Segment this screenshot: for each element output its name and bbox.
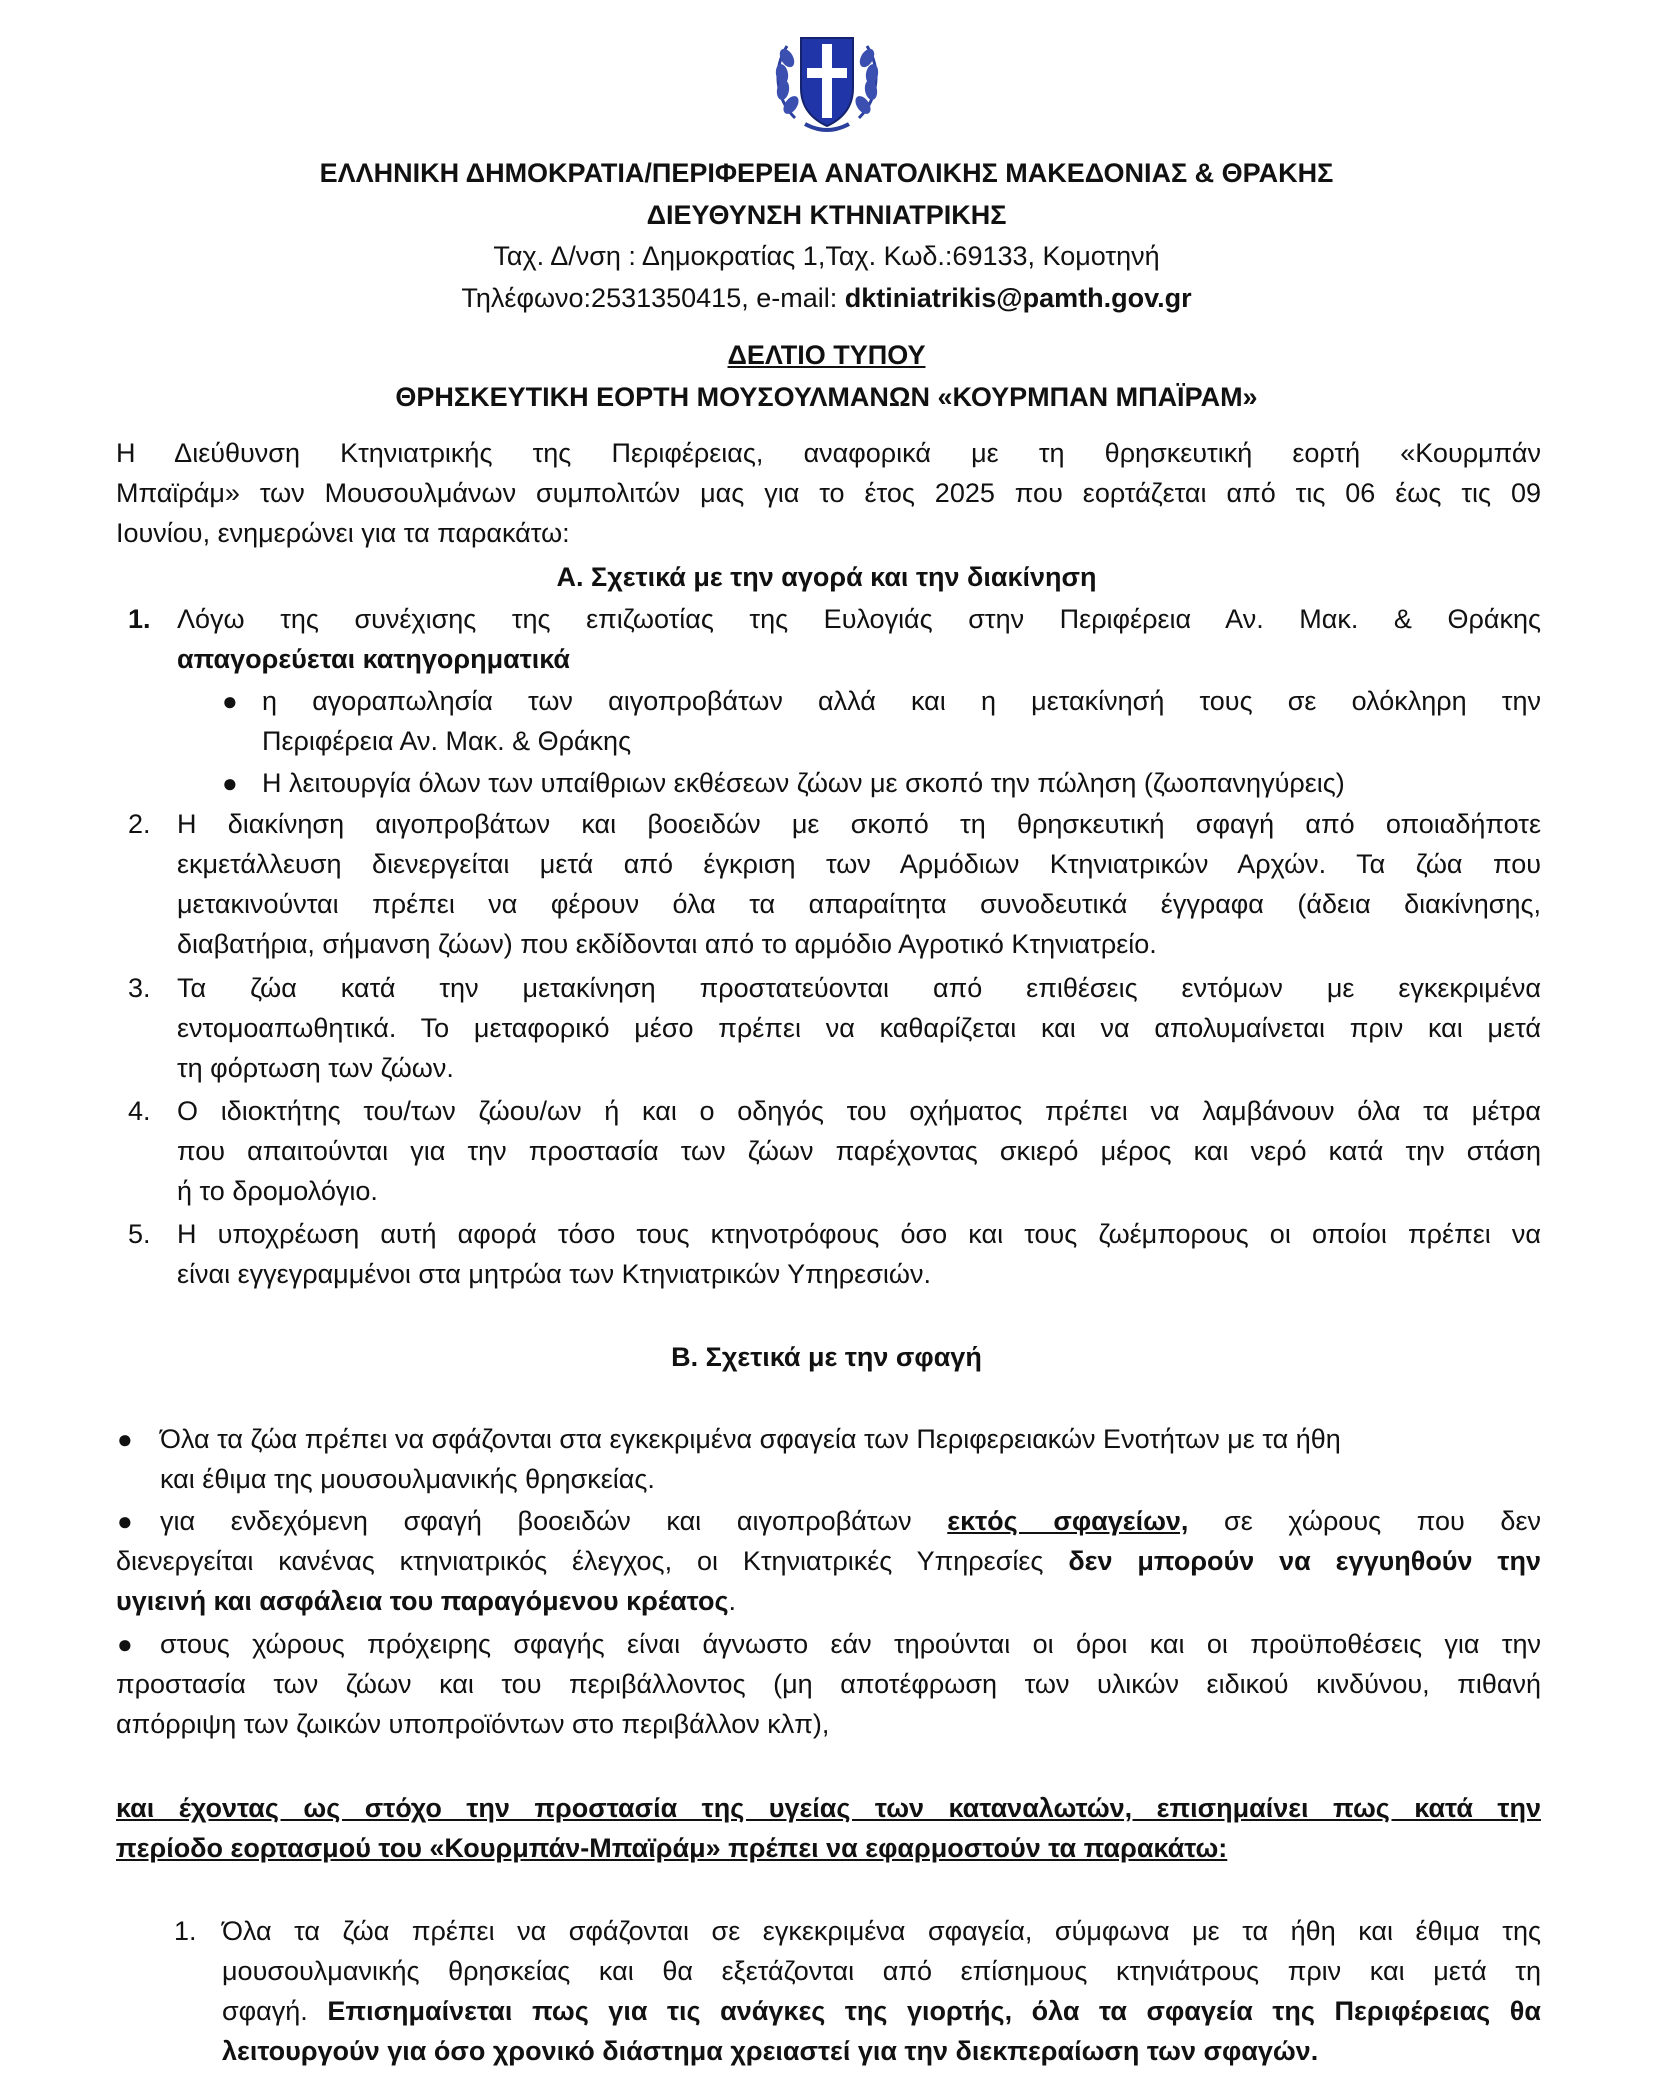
section-b-bullet [160, 1419, 1541, 1499]
text-run: . [728, 1586, 737, 1616]
list-item [177, 1091, 1541, 1211]
list-number: 1. [128, 604, 151, 634]
list-item-line: τη φόρτωση των ζώων. [177, 1053, 454, 1083]
intro-line: Ιουνίου, ενημερώνει για τα παρακάτω: [116, 518, 570, 548]
list-item-line [116, 1541, 1541, 1581]
intro-line: Μπαϊράμ» των Μουσουλμάνων συμπολιτών μας για το έτος 2025 που εορτάζεται από τις 06 έως τις 09 [116, 478, 1541, 508]
section-b-heading: Β. Σχετικά με την σφαγή [671, 1342, 982, 1372]
bullet-icon: ● [222, 768, 238, 798]
conclusion-line: περίοδο εορτασμού του «Κουρμπάν-Μπαϊράμ» πρέπει να εφαρμοστούν τα παρακάτω: [116, 1833, 1228, 1863]
bullet-icon: ● [117, 1424, 133, 1454]
bullet-icon: ● [117, 1629, 133, 1659]
header-email-link[interactable]: dktiniatrikis@pamth.gov.gr [844, 283, 1192, 313]
header-line2: ΔΙΕΥΘΥΝΣΗ ΚΤΗΝΙΑΤΡΙΚΗΣ [646, 200, 1007, 230]
list-item-line: Τα ζώα κατά την μετακίνηση προστατεύονται από επιθέσεις εντόμων με εγκεκριμένα [177, 973, 1541, 1003]
text-run: για ενδεχόμενη σφαγή βοοειδών και αιγοπροβάτων [160, 1506, 948, 1536]
list-item-line: η αγοραπωλησία των αιγοπροβάτων αλλά και η μετακίνησή τους σε ολόκληρη την [262, 686, 1541, 716]
list-item-line: Όλα τα ζώα πρέπει να σφάζονται στα εγκεκριμένα σφαγεία των Περιφερειακών Ενοτήτων με τα ήθη [160, 1424, 1341, 1454]
greek-emblem-icon [765, 18, 889, 142]
list-item-line [116, 1581, 1541, 1621]
list-item-line: στους χώρους πρόχειρης σφαγής είναι άγνωστο εάν τηρούνται οι όροι και οι προϋποθέσεις για την [160, 1629, 1541, 1659]
text-run: σφαγή. [222, 1996, 328, 2026]
text-run-emphasis: εκτός σφαγείων, [947, 1506, 1189, 1536]
text-run-emphasis: δεν μπορούν να εγγυηθούν την [1068, 1546, 1541, 1576]
list-item-line: Όλα τα ζώα πρέπει να σφάζονται σε εγκεκριμένα σφαγεία, σύμφωνα με τα ήθη και έθιμα της [222, 1916, 1541, 1946]
list-item-line: προστασία των ζώων και του περιβάλλοντος (μη αποτέφρωση των υλικών ειδικού κινδύνου, πιθανή [116, 1669, 1541, 1699]
text-run: σε χώρους που δεν [1188, 1506, 1542, 1536]
list-item-line: μετακινούνται πρέπει να φέρουν όλα τα απαραίτητα συνοδευτικά έγγραφα (άδεια διακίνησης, [177, 889, 1541, 919]
list-item [177, 599, 1541, 679]
list-item-line: μουσουλμανικής θρησκείας και θα εξετάζονται από επίσημους κτηνιάτρους πριν και μετά τη [222, 1956, 1541, 1986]
list-item-line: Ο ιδιοκτήτης του/των ζώου/ων ή και ο οδηγός του οχήματος πρέπει να λαμβάνουν όλα τα μέτρα [177, 1096, 1541, 1126]
list-item-line [116, 1501, 1541, 1541]
bullet-icon: ● [117, 1506, 133, 1536]
text-run-emphasis: υγιεινή και ασφάλεια του παραγόμενου κρέατος [116, 1586, 729, 1616]
list-item-line: απόρριψη των ζωικών υποπροϊόντων στο περιβάλλον κλπ), [116, 1709, 830, 1739]
intro-line: Η Διεύθυνση Κτηνιατρικής της Περιφέρειας, αναφορικά με τη θρησκευτική εορτή «Κουρμπάν [116, 438, 1541, 468]
section-b-bullet [116, 1624, 1541, 1744]
list-item-line: Περιφέρεια Αν. Μακ. & Θράκης [262, 726, 632, 756]
list-item-line: εκμετάλλευση διενεργείται μετά από έγκριση των Αρμόδιων Κτηνιατρικών Αρχών. Τα ζώα που [177, 849, 1541, 879]
bullet-icon: ● [222, 686, 238, 716]
text-run: διενεργείται κανένας κτηνιατρικός έλεγχος, οι Κτηνιατρικές Υπηρεσίες [116, 1546, 1069, 1576]
list-item-line: Η διακίνηση αιγοπροβάτων και βοοειδών με σκοπό τη θρησκευτική σφαγή από οποιαδήποτε [177, 809, 1541, 839]
section-b-bullet [116, 1501, 1541, 1621]
list-item [177, 804, 1541, 964]
list-number: 3. [128, 973, 151, 1003]
list-item-line: και έθιμα της μουσουλμανικής θρησκείας. [160, 1464, 655, 1494]
list-item-line: είναι εγγεγραμμένοι στα μητρώα των Κτηνιατρικών Υπηρεσιών. [177, 1259, 931, 1289]
text-run-emphasis: Επισημαίνεται πως για τις ανάγκες της γιορτής, όλα τα σφαγεία της Περιφέρειας θα [327, 1996, 1541, 2026]
conclusion-paragraph [116, 1788, 1541, 1868]
header-address: Ταχ. Δ/νση : Δημοκρατίας 1,Ταχ. Κωδ.:69133, Κομοτηνή [493, 241, 1160, 271]
list-number: 5. [128, 1219, 151, 1249]
sub-bullet-item: Η λειτουργία όλων των υπαίθριων εκθέσεων ζώων με σκοπό την πώληση (ζωοπανηγύρεις) [262, 768, 1345, 798]
list-item-line: απαγορεύεται κατηγορηματικά [177, 644, 571, 674]
header-phone: Τηλέφωνο:2531350415, e-mail: [461, 283, 845, 313]
list-number: 2. [128, 809, 151, 839]
list-item-line: εντομοαπωθητικά. Το μεταφορικό μέσο πρέπει να καθαρίζεται και να απολυμαίνεται πριν και μετά [177, 1013, 1541, 1043]
list-item-line: διαβατήρια, σήμανση ζώων) που εκδίδονται από το αρμόδιο Αγροτικό Κτηνιατρείο. [177, 929, 1157, 959]
intro-paragraph [116, 433, 1541, 553]
final-list-item [222, 1911, 1541, 2071]
conclusion-line: και έχοντας ως στόχο την προστασία της υγείας των καταναλωτών, επισημαίνει πως κατά την [116, 1793, 1541, 1823]
list-item-line: που απαιτούνται για την προστασία των ζώων παρέχοντας σκιερό μέρος και νερό κατά την στάση [177, 1136, 1541, 1166]
list-item [177, 1214, 1541, 1294]
sub-bullet-item [262, 681, 1541, 761]
list-item-line: ή το δρομολόγιο. [177, 1176, 378, 1206]
press-release-title: ΔΕΛΤΙΟ ΤΥΠΟΥ [727, 340, 926, 370]
press-release-subject: ΘΡΗΣΚΕΥΤΙΚΗ ΕΟΡΤΗ ΜΟΥΣΟΥΛΜΑΝΩΝ «ΚΟΥΡΜΠΑΝ ΜΠΑΪΡΑΜ» [395, 382, 1258, 412]
list-item-line: Λόγω της συνέχισης της επιζωοτίας της Ευλογιάς στην Περιφέρεια Αν. Μακ. & Θράκης [177, 604, 1541, 634]
header-contact [0, 278, 1653, 318]
list-item-line [222, 1991, 1541, 2031]
section-a-heading: Α. Σχετικά με την αγορά και την διακίνηση [556, 562, 1097, 592]
list-number: 1. [174, 1916, 197, 1946]
list-number: 4. [128, 1096, 151, 1126]
list-item-line: Η υποχρέωση αυτή αφορά τόσο τους κτηνοτρόφους όσο και τους ζωέμπορους οι οποίοι πρέπει να [177, 1219, 1541, 1249]
header-line1: ΕΛΛΗΝΙΚΗ ΔΗΜΟΚΡΑΤΙΑ/ΠΕΡΙΦΕΡΕΙΑ ΑΝΑΤΟΛΙΚΗΣ ΜΑΚΕΔΟΝΙΑΣ & ΘΡΑΚΗΣ [319, 158, 1334, 188]
list-item [177, 968, 1541, 1088]
list-item-line: λειτουργούν για όσο χρονικό διάστημα χρειαστεί για την διεκπεραίωση των σφαγών. [222, 2036, 1319, 2066]
